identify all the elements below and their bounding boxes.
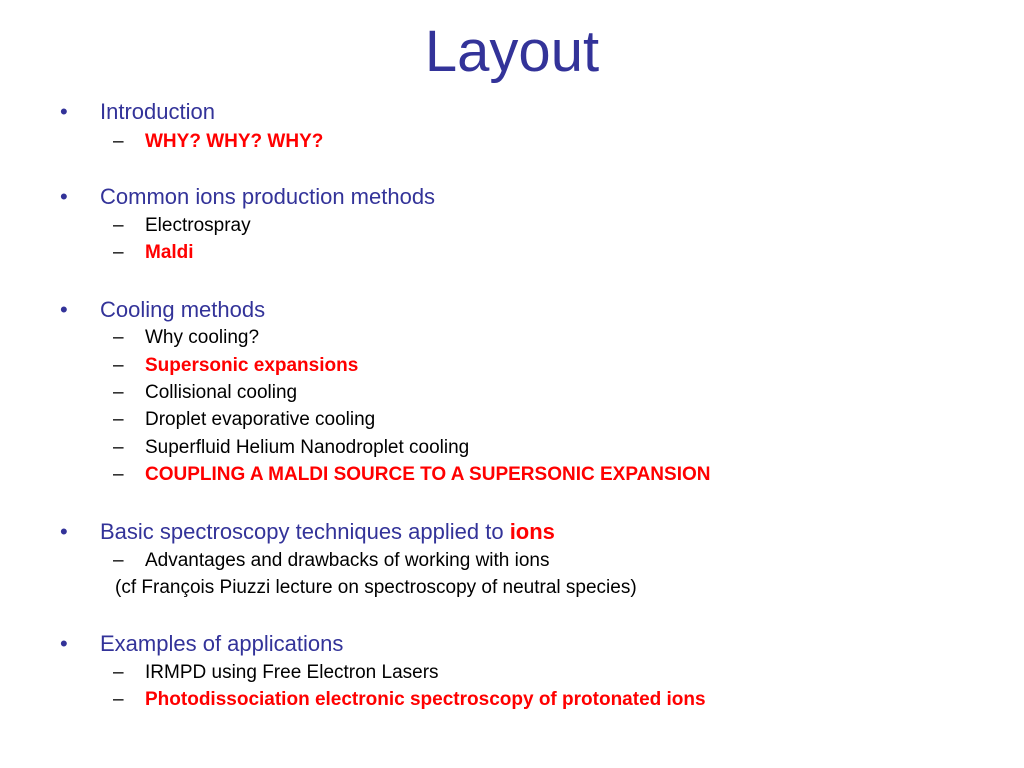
subitem-label: Advantages and drawbacks of working with ions [145, 550, 550, 571]
subitem-label: Collisional cooling [145, 382, 298, 403]
bullet-icon: • [60, 99, 68, 124]
dash-icon: – [113, 464, 124, 485]
dash-icon: – [113, 382, 124, 403]
bullet-label: Examples of applications [100, 631, 344, 656]
subitem-label: Supersonic expansions [145, 355, 359, 376]
dash-icon: – [113, 662, 124, 683]
dash-icon: – [113, 550, 124, 571]
bullet-icon: • [60, 184, 68, 209]
dash-icon: – [113, 242, 124, 263]
subitem-label: Maldi [145, 242, 194, 263]
subitem-label: Why cooling? [145, 327, 260, 348]
bullet-label [100, 519, 555, 545]
subitem-label: Electrospray [145, 215, 251, 236]
dash-icon: – [113, 437, 124, 458]
subitem-label: Photodissociation electronic spectroscopy of protonated ions [145, 689, 706, 710]
dash-icon: – [113, 131, 124, 152]
dash-icon: – [113, 689, 124, 710]
dash-icon: – [113, 355, 124, 376]
subitem-label: IRMPD using Free Electron Lasers [145, 662, 439, 683]
bullet-icon: • [60, 297, 68, 322]
subitem-label: Droplet evaporative cooling [145, 409, 376, 430]
bullet-label: Common ions production methods [100, 184, 436, 209]
dash-icon: – [113, 409, 124, 430]
cf-note: (cf François Piuzzi lecture on spectroscopy of neutral species) [115, 577, 637, 598]
dash-icon: – [113, 327, 124, 348]
bullet-icon: • [60, 631, 68, 656]
page-title: Layout [424, 19, 600, 84]
dash-icon: – [113, 215, 124, 236]
bullet-label-emphasis: ions [509, 519, 555, 544]
subitem-label: Superfluid Helium Nanodroplet cooling [145, 437, 470, 458]
subitem-label: WHY? WHY? WHY? [145, 131, 324, 152]
bullet-label: Introduction [100, 99, 215, 124]
bullet-icon: • [60, 519, 68, 544]
subitem-label: COUPLING A MALDI SOURCE TO A SUPERSONIC EXPANSION [145, 464, 711, 485]
bullet-label-prefix: Basic spectroscopy techniques applied to [100, 519, 510, 544]
bullet-label: Cooling methods [100, 297, 266, 322]
